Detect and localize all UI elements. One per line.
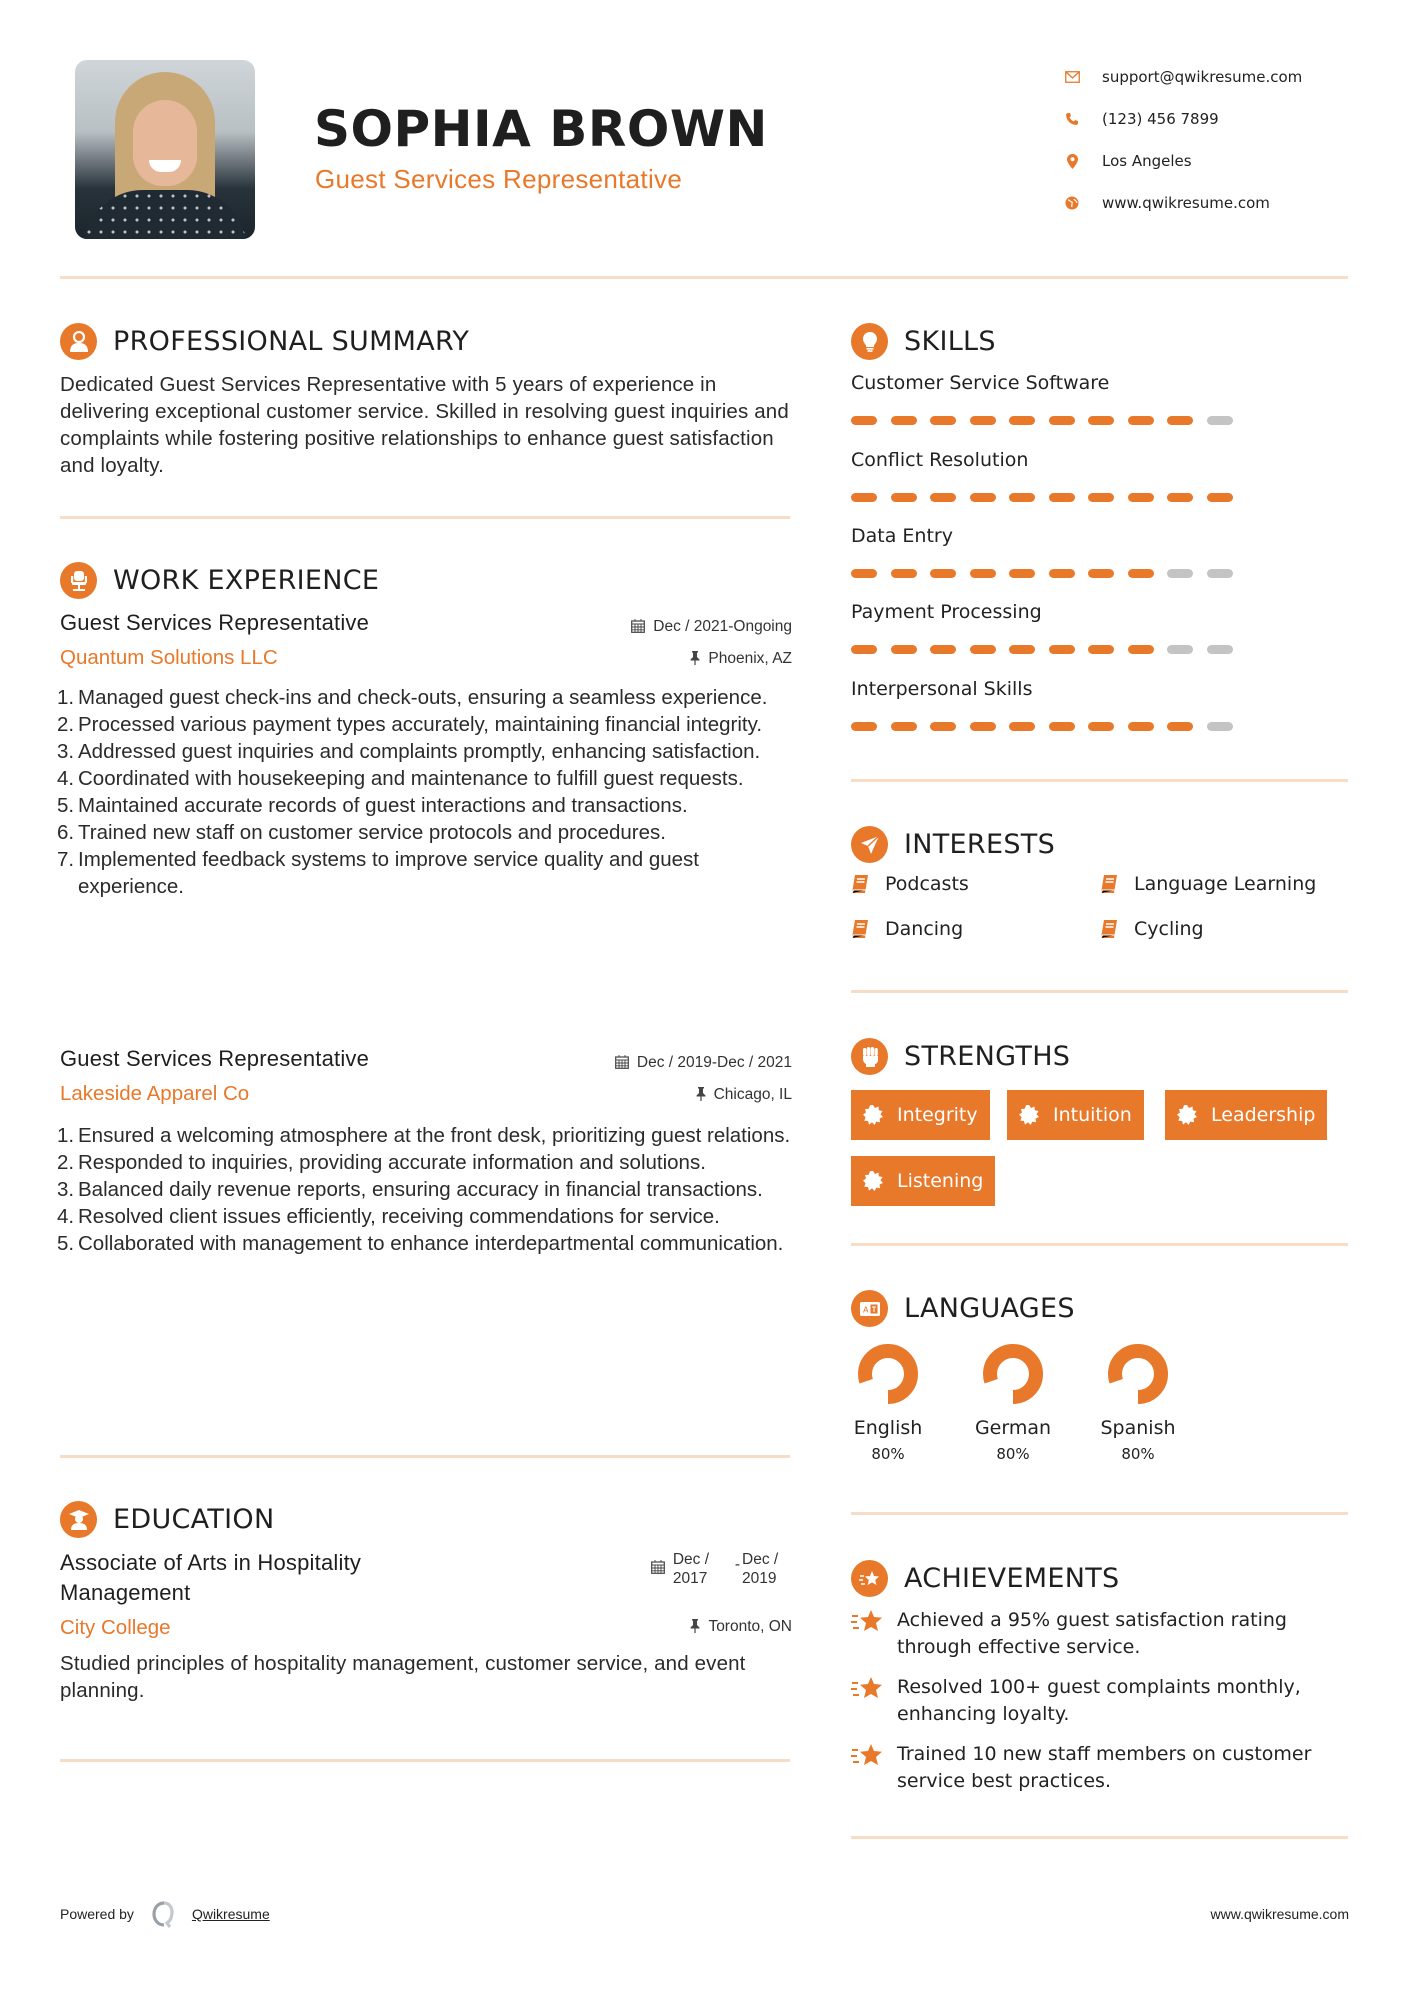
skill-name: Data Entry (851, 525, 953, 547)
footer-powered-by (60, 1900, 270, 1928)
badge-icon (863, 1171, 883, 1191)
job-location-text: Phoenix, AZ (708, 650, 792, 667)
achievement-item (851, 1607, 1361, 1661)
languages-heading (851, 1290, 1075, 1327)
job-dates (631, 618, 792, 636)
skill-item (851, 678, 1271, 731)
strength-chip (1007, 1090, 1144, 1140)
pushpin-icon (690, 651, 700, 668)
interests-heading (851, 826, 1055, 863)
language-name: English (853, 1417, 923, 1439)
strength-label: Listening (897, 1170, 984, 1192)
job-bullets (57, 1122, 792, 1257)
job-dates (615, 1054, 792, 1072)
skill-name: Conflict Resolution (851, 449, 1029, 471)
calendar-icon (631, 619, 645, 636)
job-company: Quantum Solutions LLC (60, 646, 278, 669)
skill-name: Interpersonal Skills (851, 678, 1033, 700)
candidate-name: SOPHIA BROWN (314, 100, 768, 158)
skill-name: Customer Service Software (851, 372, 1110, 394)
interest-item (1100, 873, 1316, 895)
contact-website[interactable] (1064, 182, 1302, 224)
globe-icon (1064, 195, 1080, 211)
header-divider (60, 276, 1348, 279)
job-bullet: 7. Implemented feedback systems to improve service quality and guest experience. (57, 848, 699, 898)
education-title: EDUCATION (113, 1504, 275, 1535)
languages-title: LANGUAGES (904, 1293, 1075, 1324)
skill-item (851, 525, 1271, 578)
strength-chip (1165, 1090, 1327, 1140)
skills-heading (851, 323, 996, 360)
strengths-heading (851, 1038, 1070, 1075)
office-chair-icon (60, 562, 97, 599)
language-item (1088, 1343, 1188, 1463)
skills-title: SKILLS (904, 326, 996, 357)
skill-level-bar (851, 493, 1271, 502)
pushpin-icon (690, 1619, 700, 1636)
education-description: Studied principles of hospitality management, customer service, and event planning. (60, 1652, 746, 1702)
job-bullet: 1. Managed guest check-ins and check-outs, ensuring a seamless experience. (57, 686, 768, 709)
badge-icon (1019, 1105, 1039, 1125)
strengths-divider (851, 1243, 1348, 1246)
contact-list (1064, 56, 1302, 224)
achievements-title: ACHIEVEMENTS (904, 1563, 1120, 1594)
skill-item (851, 601, 1271, 654)
strength-chip (851, 1156, 995, 1206)
job-meta (631, 618, 792, 668)
job-location-text: Chicago, IL (713, 1086, 792, 1103)
phone-icon (1064, 111, 1080, 127)
profile-photo (75, 60, 255, 239)
education-start: Dec / 2017 (672, 1551, 710, 1587)
interest-item (851, 873, 969, 895)
job-bullet: 4. Coordinated with housekeeping and maintenance to fulfill guest requests. (57, 767, 744, 790)
qwikresume-link[interactable]: Qwikresume (191, 1906, 270, 1922)
job-dates-text: Dec / 2021-Ongoing (653, 618, 792, 635)
experience-divider (60, 1455, 790, 1458)
job-title: Guest Services Representative (60, 610, 370, 635)
shooting-star-icon (851, 1674, 885, 1704)
skill-level-bar (851, 722, 1271, 731)
language-percent: 80% (1121, 1445, 1155, 1463)
strengths-title: STRENGTHS (904, 1041, 1071, 1072)
interest-label: Language Learning (1134, 873, 1317, 895)
summary-title: PROFESSIONAL SUMMARY (113, 326, 470, 357)
language-name: Spanish (1100, 1417, 1176, 1439)
envelope-icon (1064, 69, 1080, 85)
book-icon (1100, 874, 1118, 894)
book-icon (851, 874, 869, 894)
job-bullet: 5. Maintained accurate records of guest interactions and transactions. (57, 794, 688, 817)
job-meta (615, 1054, 792, 1104)
photo-face (133, 100, 197, 186)
paper-plane-icon (851, 826, 888, 863)
interest-item (851, 918, 963, 940)
language-ring (982, 1343, 1044, 1405)
job-bullet: 2. Processed various payment types accurately, maintaining financial integrity. (57, 713, 763, 736)
footer-url[interactable]: www.qwikresume.com (1210, 1906, 1349, 1922)
language-percent: 80% (871, 1445, 905, 1463)
job-location (631, 650, 792, 668)
education-location-text: Toronto, ON (708, 1618, 792, 1635)
experience-heading (60, 562, 379, 599)
interest-label: Dancing (885, 918, 964, 940)
badge-icon (863, 1105, 883, 1125)
education-divider (60, 1759, 790, 1762)
job-bullet: 5. Collaborated with management to enhance interdepartmental communication. (57, 1232, 784, 1255)
achievement-item (851, 1674, 1361, 1728)
language-item (838, 1343, 938, 1463)
job-bullet: 1. Ensured a welcoming atmosphere at the front desk, prioritizing guest relations. (57, 1124, 791, 1147)
interest-item (1100, 918, 1204, 940)
shooting-star-icon (851, 1607, 885, 1637)
skill-item (851, 449, 1271, 502)
skills-divider (851, 779, 1348, 782)
job-entry (57, 610, 792, 900)
job-bullet: 2. Responded to inquiries, providing accurate information and solutions. (57, 1151, 706, 1174)
contact-email[interactable] (1064, 56, 1302, 98)
photo-shirt (83, 190, 247, 239)
job-bullet: 6. Trained new staff on customer service protocols and procedures. (57, 821, 666, 844)
language-item (963, 1343, 1063, 1463)
book-icon (851, 919, 869, 939)
pushpin-icon (696, 1087, 706, 1104)
achievements-heading (851, 1560, 1120, 1597)
badge-icon (1177, 1105, 1197, 1125)
education-end: Dec / 2019 (742, 1551, 779, 1587)
job-title: Guest Services Representative (60, 1046, 370, 1071)
degree: Associate of Arts in Hospitality Management (60, 1550, 362, 1605)
shooting-star-icon (851, 1560, 888, 1597)
language-ring (857, 1343, 919, 1405)
map-pin-icon (1064, 153, 1080, 169)
achievements-divider (851, 1836, 1348, 1839)
education-entry (60, 1548, 792, 1704)
shooting-star-icon (851, 1741, 885, 1771)
book-icon (1100, 919, 1118, 939)
job-bullets (57, 684, 792, 900)
job-dates-text: Dec / 2019-Dec / 2021 (636, 1054, 792, 1071)
contact-location-text: Los Angeles (1102, 152, 1192, 170)
summary-heading (60, 323, 469, 360)
contact-phone[interactable] (1064, 98, 1302, 140)
languages-divider (851, 1512, 1348, 1515)
education-heading (60, 1501, 274, 1538)
achievement-text: Achieved a 95% guest satisfaction rating through effective service. (897, 1609, 1287, 1658)
job-entry (57, 1046, 792, 1257)
strength-label: Leadership (1211, 1104, 1316, 1126)
lightbulb-icon (851, 323, 888, 360)
translate-icon (851, 1290, 888, 1327)
candidate-title: Guest Services Representative (315, 164, 683, 194)
experience-title: WORK EXPERIENCE (113, 565, 380, 596)
job-bullet: 3. Addressed guest inquiries and complaints promptly, enhancing satisfaction. (57, 740, 761, 763)
education-dates (651, 1550, 792, 1588)
strength-chip (851, 1090, 990, 1140)
graduate-icon (60, 1501, 97, 1538)
strength-label: Integrity (897, 1104, 978, 1126)
job-bullet: 4. Resolved client issues efficiently, receiving commendations for service. (57, 1205, 720, 1228)
interest-label: Podcasts (885, 873, 969, 895)
skill-level-bar (851, 569, 1271, 578)
strength-label: Intuition (1053, 1104, 1132, 1126)
contact-location (1064, 140, 1302, 182)
skill-name: Payment Processing (851, 601, 1042, 623)
achievement-item (851, 1741, 1361, 1795)
education-location (651, 1618, 792, 1636)
job-location (615, 1086, 792, 1104)
qwikresume-logo-icon (150, 1900, 178, 1928)
contact-email-text: support@qwikresume.com (1102, 68, 1303, 86)
education-date-separator: - (734, 1556, 740, 1573)
interests-title: INTERESTS (904, 829, 1056, 860)
language-percent: 80% (996, 1445, 1030, 1463)
powered-by-label: Powered by (60, 1906, 134, 1922)
language-ring (1107, 1343, 1169, 1405)
school: City College (60, 1616, 171, 1639)
achievement-text: Resolved 100+ guest complaints monthly, enhancing loyalty. (897, 1676, 1301, 1725)
skill-item (851, 372, 1271, 425)
svg-text:A: A (862, 1305, 868, 1314)
contact-website-text: www.qwikresume.com (1102, 194, 1270, 212)
language-name: German (974, 1417, 1052, 1439)
summary-text: Dedicated Guest Services Representative with 5 years of experience in delivering exceptional customer service. Skilled in resolving guest inquiries and complaints while fostering positive relationships to enhance guest satisfaction and loyalty. (60, 373, 789, 477)
calendar-icon (651, 1560, 665, 1577)
interest-label: Cycling (1134, 918, 1204, 940)
job-company: Lakeside Apparel Co (60, 1082, 250, 1105)
summary-divider (60, 516, 790, 519)
skill-level-bar (851, 645, 1271, 654)
calendar-icon (615, 1055, 629, 1072)
skill-level-bar (851, 416, 1271, 425)
interests-divider (851, 990, 1348, 993)
education-meta (651, 1550, 792, 1636)
achievement-text: Trained 10 new staff members on customer service best practices. (897, 1743, 1312, 1792)
user-icon (60, 323, 97, 360)
job-bullet: 3. Balanced daily revenue reports, ensuring accuracy in financial transactions. (57, 1178, 763, 1201)
fist-icon (851, 1038, 888, 1075)
contact-phone-text: (123) 456 7899 (1102, 110, 1219, 128)
